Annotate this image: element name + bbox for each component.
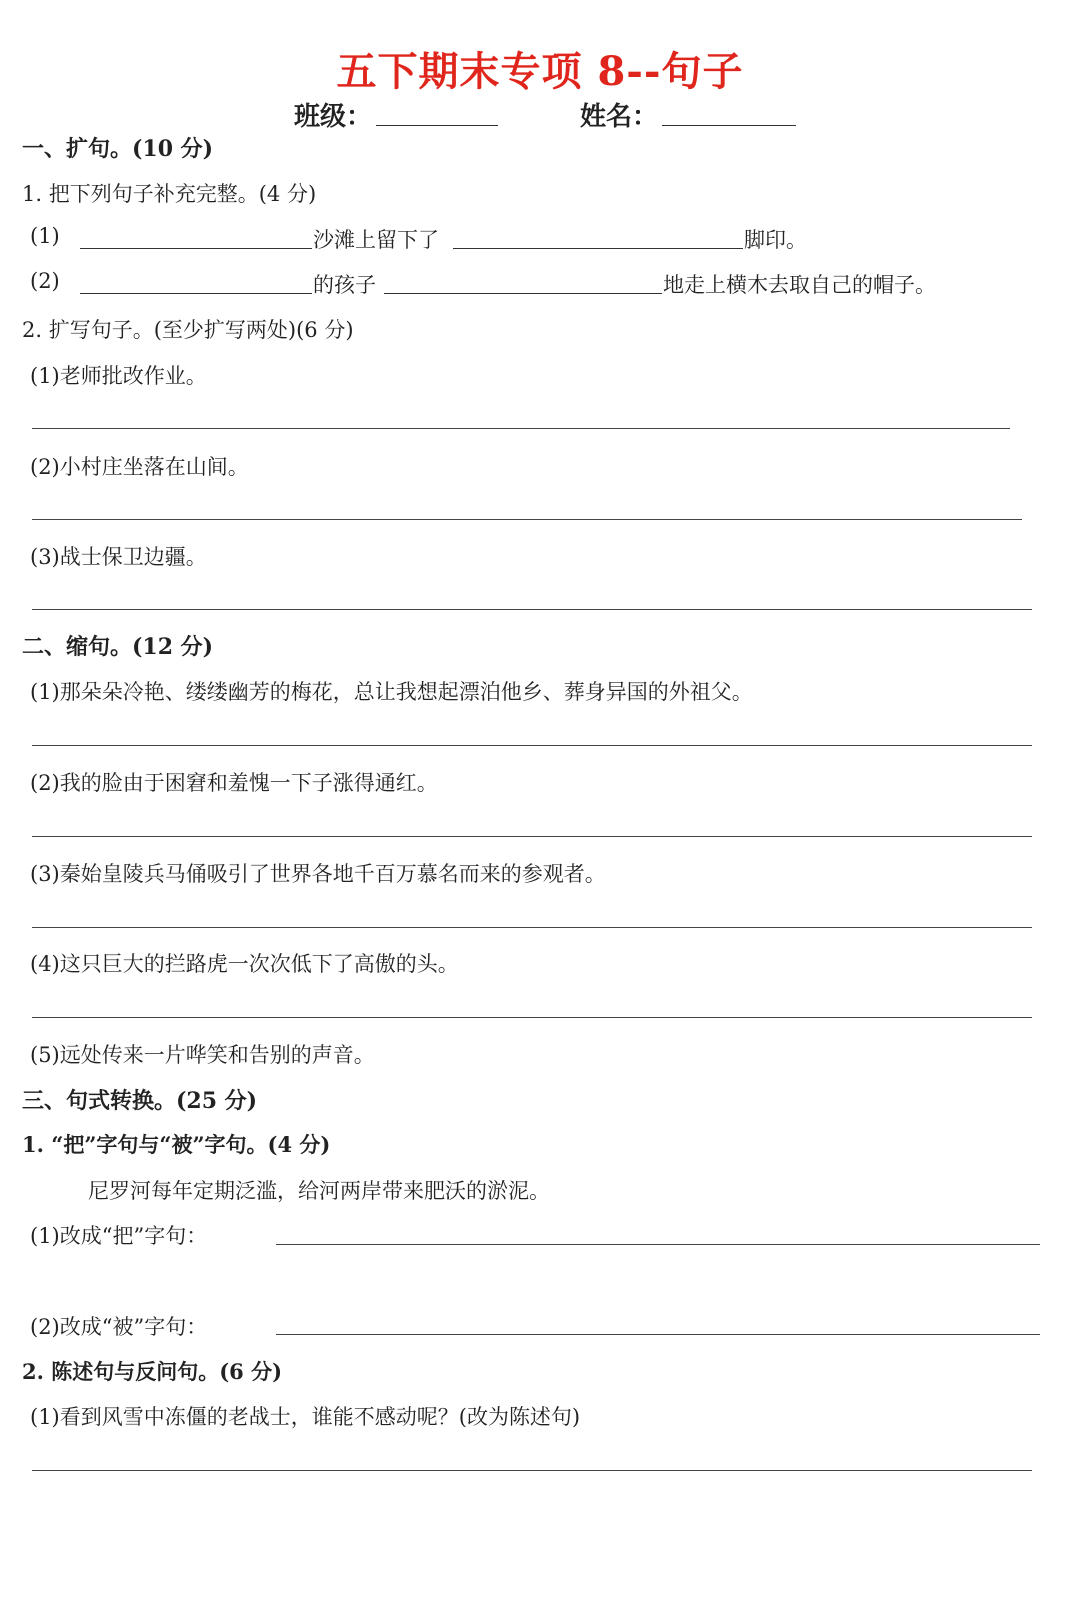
section1-q2-item2: (2)小村庄坐落在山间。 [30, 455, 249, 479]
section2-item3: (3)秦始皇陵兵马俑吸引了世界各地千百万慕名而来的参观者。 [30, 862, 606, 886]
section1-q2-prompt: 2. 扩写句子。(至少扩写两处)(6 分) [22, 318, 354, 342]
section1-q1-item2-num: (2) [30, 269, 60, 293]
section2-item5: (5)远处传来一片哗笑和告别的声音。 [30, 1043, 375, 1067]
section1-q1-prompt: 1. 把下列句子补充完整。(4 分) [22, 182, 317, 206]
section3-q1-sentence: 尼罗河每年定期泛滥，给河两岸带来肥沃的淤泥。 [88, 1179, 550, 1203]
section1-q1-item1-num: (1) [30, 224, 60, 248]
section1-q1-item2-blank-a[interactable] [80, 293, 312, 294]
answer-line[interactable] [32, 836, 1032, 837]
section1-q1-item1-blank-b[interactable] [453, 248, 743, 249]
name-blank[interactable] [662, 125, 796, 126]
section2-heading: 二、缩句。(12 分) [22, 634, 214, 660]
section3-q1-item2: (2)改成“被”字句： [30, 1315, 208, 1339]
answer-line[interactable] [32, 745, 1032, 746]
section1-q1-item2-blank-b[interactable] [384, 293, 662, 294]
section1-q2-item1: (1)老师批改作业。 [30, 364, 207, 388]
section1-heading: 一、扩句。(10 分) [22, 136, 214, 162]
answer-line[interactable] [32, 927, 1032, 928]
section3-q1-item1: (1)改成“把”字句： [30, 1224, 208, 1248]
answer-line[interactable] [32, 609, 1032, 610]
section2-item1: (1)那朵朵冷艳、缕缕幽芳的梅花，总让我想起漂泊他乡、葬身异国的外祖父。 [30, 680, 753, 704]
answer-line[interactable] [276, 1244, 1040, 1245]
section3-heading: 三、句式转换。(25 分) [22, 1088, 258, 1114]
section1-q1-item1-mid: 沙滩上留下了 [313, 228, 439, 252]
answer-line[interactable] [32, 519, 1022, 520]
section1-q1-item1-end: 脚印。 [744, 228, 807, 252]
section1-q1-item2-end: 地走上横木去取自己的帽子。 [663, 273, 936, 297]
section3-q1-prompt: 1. “把”字句与“被”字句。(4 分) [22, 1132, 331, 1157]
section3-q2-prompt: 2. 陈述句与反问句。(6 分) [22, 1359, 283, 1384]
answer-line[interactable] [32, 1017, 1032, 1018]
section3-q2-item1: (1)看到风雪中冻僵的老战士，谁能不感动呢？(改为陈述句) [30, 1405, 581, 1429]
answer-line[interactable] [276, 1334, 1040, 1335]
page-title: 五下期末专项 8--句子 [336, 48, 744, 95]
name-label: 姓名： [580, 102, 659, 132]
section2-item4: (4)这只巨大的拦路虎一次次低下了高傲的头。 [30, 952, 459, 976]
section1-q1-item2-mid: 的孩子 [313, 273, 376, 297]
class-label: 班级： [294, 102, 373, 132]
section2-item2: (2)我的脸由于困窘和羞愧一下子涨得通红。 [30, 771, 438, 795]
section1-q2-item3: (3)战士保卫边疆。 [30, 545, 207, 569]
section1-q1-item1-blank-a[interactable] [80, 248, 312, 249]
answer-line[interactable] [32, 428, 1010, 429]
answer-line[interactable] [32, 1470, 1032, 1471]
class-blank[interactable] [376, 125, 498, 126]
